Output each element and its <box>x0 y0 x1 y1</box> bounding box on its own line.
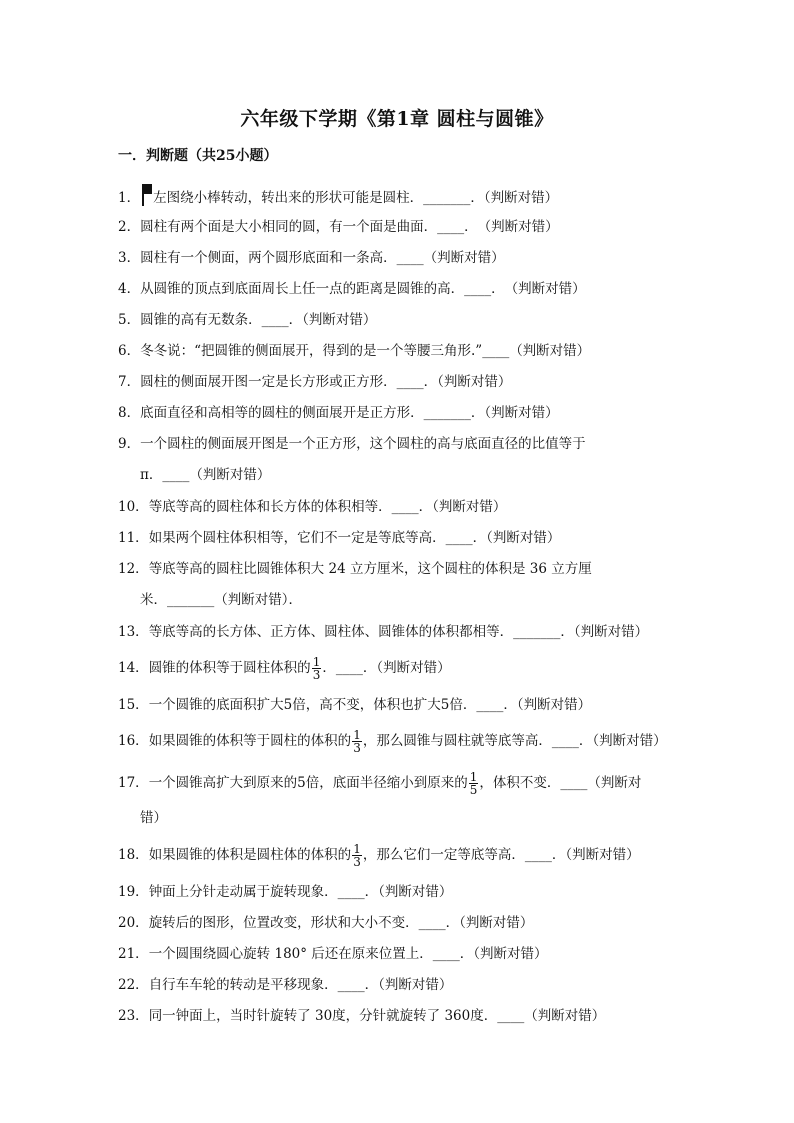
question-text: 旋转后的图形，位置改变，形状和大小不变．____．（判断对错） <box>148 915 534 931</box>
question-text: 钟面上分针走动属于旋转现象．____．（判断对错） <box>148 884 453 900</box>
question-number: 2． <box>118 219 141 235</box>
question-1 <box>118 186 558 208</box>
fraction-denominator: 3 <box>312 668 321 682</box>
question-number: 14． <box>118 660 149 676</box>
question-number: 9． <box>118 436 141 452</box>
fraction-numerator: 1 <box>312 655 321 669</box>
question-text: 圆柱有一个侧面，两个圆形底面和一条高．____（判断对错） <box>140 250 505 266</box>
question-number: 19． <box>118 884 149 900</box>
question-3 <box>118 248 505 268</box>
question-17-continuation: 错） <box>140 810 167 826</box>
question-14 <box>118 656 451 681</box>
question-17 <box>118 771 641 796</box>
question-number: 11． <box>118 530 149 546</box>
question-number: 3． <box>118 250 141 266</box>
question-7 <box>118 372 511 392</box>
fraction <box>469 771 479 796</box>
question-text: 从圆锥的顶点到底面周长上任一点的距离是圆锥的高．____． （判断对错） <box>140 281 586 297</box>
fraction <box>312 656 322 681</box>
question-9-continuation: π．____（判断对错） <box>140 467 271 483</box>
question-12 <box>118 559 592 579</box>
question-number: 16． <box>118 733 149 749</box>
question-number: 7． <box>118 374 141 390</box>
question-number: 18． <box>118 847 149 863</box>
question-text: 如果圆锥的体积等于圆柱的体积的 <box>148 733 352 749</box>
question-number: 6． <box>118 343 141 359</box>
question-13 <box>118 622 648 642</box>
question-18 <box>118 843 640 868</box>
question-15 <box>118 695 591 715</box>
fraction-numerator: 1 <box>469 770 478 784</box>
fraction-denominator: 3 <box>353 855 361 869</box>
question-10 <box>118 497 506 517</box>
question-text: 等底等高的长方体、正方体、圆柱体、圆锥体的体积都相等．_______．（判断对错） <box>148 624 649 640</box>
question-number: 13． <box>118 624 149 640</box>
fraction-denominator: 3 <box>353 741 361 755</box>
question-number: 1． <box>118 190 141 206</box>
section-heading: 一．判断题（共25小题） <box>118 148 278 164</box>
question-number: 5． <box>118 312 141 328</box>
question-4 <box>118 279 586 299</box>
question-text: 底面直径和高相等的圆柱的侧面展开是正方形．_______．（判断对错） <box>140 405 559 421</box>
question-16 <box>118 729 667 754</box>
question-5 <box>118 310 376 330</box>
question-number: 4． <box>118 281 141 297</box>
question-19 <box>118 882 452 902</box>
question-number: 12． <box>118 561 149 577</box>
question-20 <box>118 913 533 933</box>
question-number: 20． <box>118 915 149 931</box>
question-text: 圆锥的体积等于圆柱体积的 <box>148 660 311 676</box>
question-text: 一个圆锥高扩大到原来的5倍，底面半径缩小到原来的 <box>148 775 468 791</box>
fraction <box>352 843 362 868</box>
question-text-tail: ，那么它们一定等底等高．____．（判断对错） <box>362 847 640 863</box>
question-text: 一个圆围绕圆心旋转 180° 后还在原来位置上．____．（判断对错） <box>148 946 548 962</box>
question-text: 自行车车轮的转动是平移现象．____．（判断对错） <box>148 977 453 993</box>
question-2 <box>118 217 559 237</box>
question-number: 21． <box>118 946 149 962</box>
question-text: 圆柱的侧面展开图一定是长方形或正方形．____．（判断对错） <box>140 374 512 390</box>
question-text: 圆柱有两个面是大小相同的圆，有一个面是曲面．____． （判断对错） <box>140 219 559 235</box>
question-text: 等底等高的圆柱体和长方体的体积相等．____．（判断对错） <box>148 499 507 515</box>
question-text: 等底等高的圆柱比圆锥体积大 24 立方厘米，这个圆柱的体积是 36 立方厘 <box>148 561 592 577</box>
question-number: 22． <box>118 977 149 993</box>
question-text-tail: ，体积不变．____（判断对 <box>479 775 642 791</box>
question-6 <box>118 341 590 361</box>
question-11 <box>118 528 560 548</box>
question-text: 一个圆锥的底面积扩大5倍，高不变，体积也扩大5倍．____．（判断对错） <box>148 697 592 713</box>
question-text-tail: ，那么圆锥与圆柱就等底等高．____．（判断对错） <box>362 733 667 749</box>
question-21 <box>118 944 548 964</box>
question-number: 8． <box>118 405 141 421</box>
question-number: 17． <box>118 775 149 791</box>
question-text: 一个圆柱的侧面展开图是一个正方形，这个圆柱的高与底面直径的比值等于 <box>140 436 586 452</box>
question-text: 如果圆锥的体积是圆柱体的体积的 <box>148 847 352 863</box>
question-23 <box>118 1006 605 1026</box>
question-22 <box>118 975 452 995</box>
fraction <box>352 729 362 754</box>
question-text-tail: ．____．（判断对错） <box>322 660 451 676</box>
question-text: 冬冬说：“把圆锥的侧面展开，得到的是一个等腰三角形.”____（判断对错） <box>140 343 591 359</box>
question-8 <box>118 403 559 423</box>
question-number: 23． <box>118 1008 149 1024</box>
question-text: 左图绕小棒转动，转出来的形状可能是圆柱．_______．（判断对错） <box>153 190 559 206</box>
question-number: 15． <box>118 697 149 713</box>
fraction-numerator: 1 <box>353 728 361 742</box>
fraction-denominator: 5 <box>469 783 478 797</box>
question-number: 10． <box>118 499 149 515</box>
question-9 <box>118 434 586 454</box>
question-text: 圆锥的高有无数条．____．（判断对错） <box>140 312 377 328</box>
question-text: 同一钟面上，当时针旋转了 30度，分针就旋转了 360度．____（判断对错） <box>148 1008 606 1024</box>
question-12-continuation: 米．_______（判断对错）． <box>140 592 302 608</box>
page-title: 六年级下学期《第1章 圆柱与圆锥》 <box>240 108 554 130</box>
rotating-rod-icon <box>140 186 152 206</box>
question-text: 如果两个圆柱体积相等，它们不一定是等底等高．____．（判断对错） <box>148 530 561 546</box>
fraction-numerator: 1 <box>353 842 361 856</box>
